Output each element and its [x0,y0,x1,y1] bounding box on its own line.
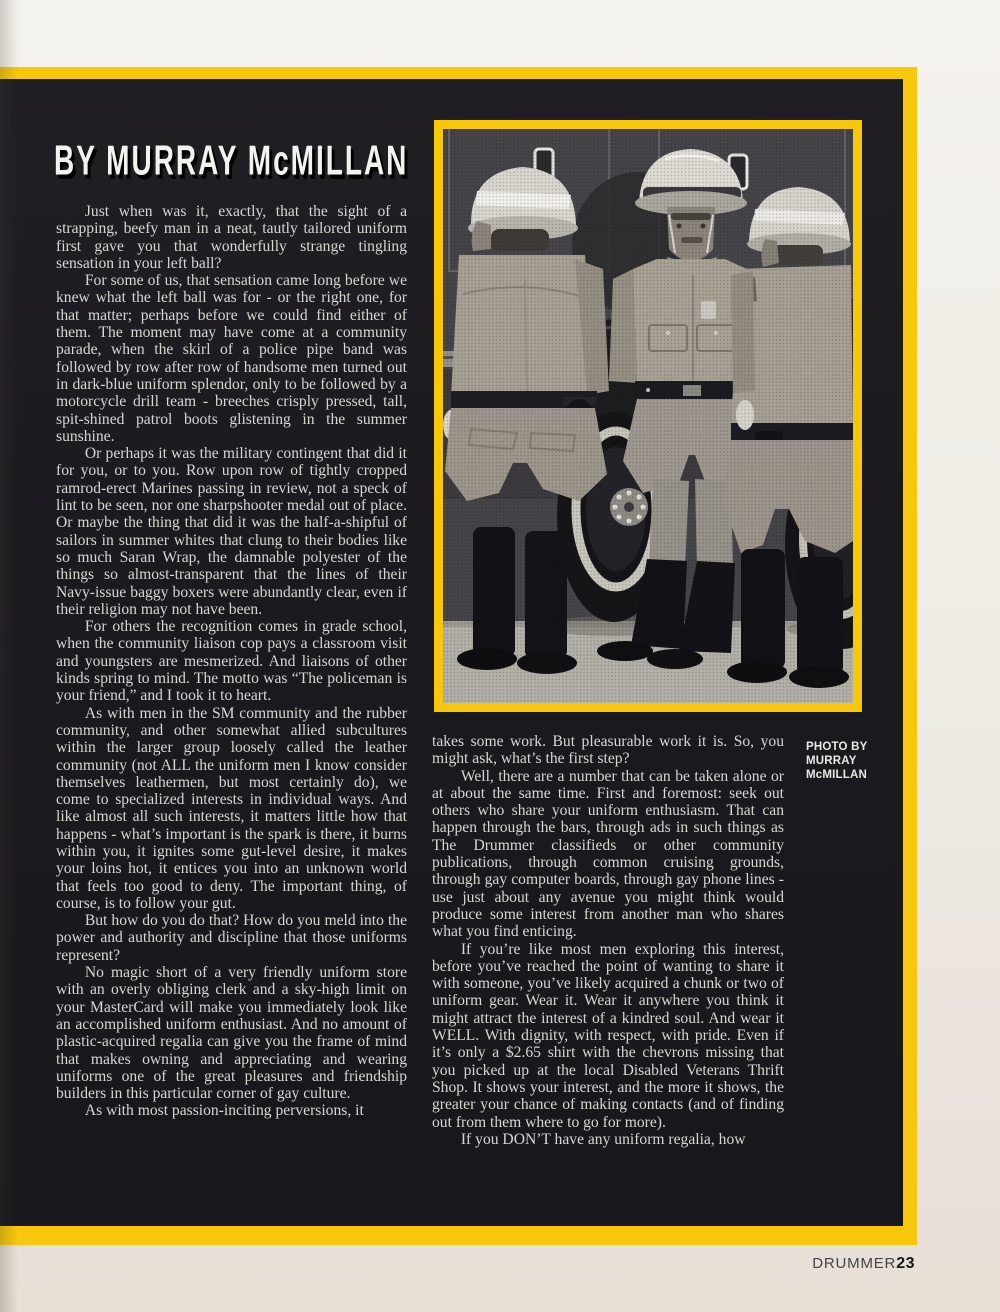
article-paragraph: For others the recognition comes in grade school, when the community liaison cop pays a classroom visit and youngsters are mesmerized. And liaisons of other kinds spring to mind. The motto was “The policeman is your friend,” and I took it to heart. [56,618,407,705]
right-column [432,733,784,1148]
article-paragraph: But how do you do that? How do you meld into the power and authority and discipline that those uniforms represent? [56,912,407,964]
page-footer [690,1255,915,1273]
photo-frame [434,120,862,712]
magazine-name: DRUMMER [812,1255,897,1272]
photo-credit [806,740,896,782]
police-officers-photo [443,129,853,703]
yellow-border-frame [0,67,917,1245]
article-paragraph: As with men in the SM community and the rubber community, and other somewhat allied subcultures within the larger group loosely called the leather community (not ALL the uniform men I know consider themselves leathermen, but most certainly do), we come to specialized interests in individual ways. And like almost all such interests, it matters little how that happens - what’s important is the spark is there, it burns within you, it ignites some gut-level desire, it makes your loins hot, it entices you into an unknown world that feels too good to deny. The important thing, of course, is to follow your gut. [56,704,407,912]
article-paragraph: For some of us, that sensation came long before we knew what the left ball was for - or the right one, for that matter; perhaps before we could find either of them. The moment may have come at a community parade, when the skirl of a police pipe band was followed by row after row of handsome men turned out in dark-blue uniform splendor, only to be followed by a motorcycle drill team - breeches crisply pressed, tall, spit-shined patrol boots glistening in the summer sunshine. [56,272,407,445]
byline-title: BY MURRAY McMILLAN [54,137,409,184]
article-paragraph: If you DON’T have any uniform regalia, how [460,1130,746,1148]
article-paragraph: Just when was it, exactly, that the sight of a strapping, beefy man in a neat, tautly tailored uniform first gave you that wonderfully strange tingling sensation in your left ball? [56,203,407,272]
article-paragraph: Well, there are a number that can be taken alone or at about the same time. First and foremost: seek out others who share your uniform enthusiasm. That can happen through the bars, through ads in such things as The Drummer classifieds or other community publications, through common cruising grounds, through gay computer boards, through gay phone lines - use just about any avenue you might think would produce some interest from another man who shares what you find enticing. [432,767,784,941]
article-paragraph: If you’re like most men exploring this interest, before you’ve reached the point of wanting to share it with someone, you’ve likely acquired a chunk or two of uniform gear. Wear it. Wear it anywhere you think it might attract the interest of a kindred soul. And wear it WELL. With dignity, with respect, with pride. Even if it’s only a $2.65 shirt with the chevrons missing that you picked up at the local Disabled Veterans Thrift Shop. It shows your interest, and the more it shows, the greater your chance of making contacts (and of finding out from them where to go for more). [432,940,784,1131]
halftone-overlay [443,129,853,703]
article-paragraph: No magic short of a very friendly uniform store with an overly obliging clerk and a sky-high limit on your MasterCard will make you immediately look like an accomplished uniform enthusiast. And no amount of plastic-acquired regalia can give you the frame of mind that makes owning and appreciating and wearing uniforms one of the great pleasures and friendship builders in this particular corner of gay culture. [56,964,407,1103]
photo-credit-line: PHOTO BY [806,741,868,753]
article-panel [0,79,903,1226]
article-paragraph: takes some work. But pleasurable work it is. So, you might ask, what’s the first step? [432,733,784,768]
page-number: 23 [896,1255,915,1272]
photo-credit-line: McMILLAN [806,769,868,781]
article-paragraph: Or perhaps it was the military contingent that did it for you, or to you. Row upon row of tightly cropped ramrod-erect Marines passing in review, not a speck of lint to be seen, nor one sharpshooter medal out of place. Or maybe the thing that did it was the half-a-shipful of sailors in summer whites that clung to their bodies like so much Saran Wrap, the damnable polyester of the things so almost-transparent that the lines of their Navy-issue baggy boxers were abundantly clear, even if their religion may not have been. [56,445,407,618]
left-column [56,203,407,1120]
photo-credit-line: MURRAY [806,755,857,767]
article-paragraph: As with most passion-inciting perversions, it [84,1102,364,1120]
